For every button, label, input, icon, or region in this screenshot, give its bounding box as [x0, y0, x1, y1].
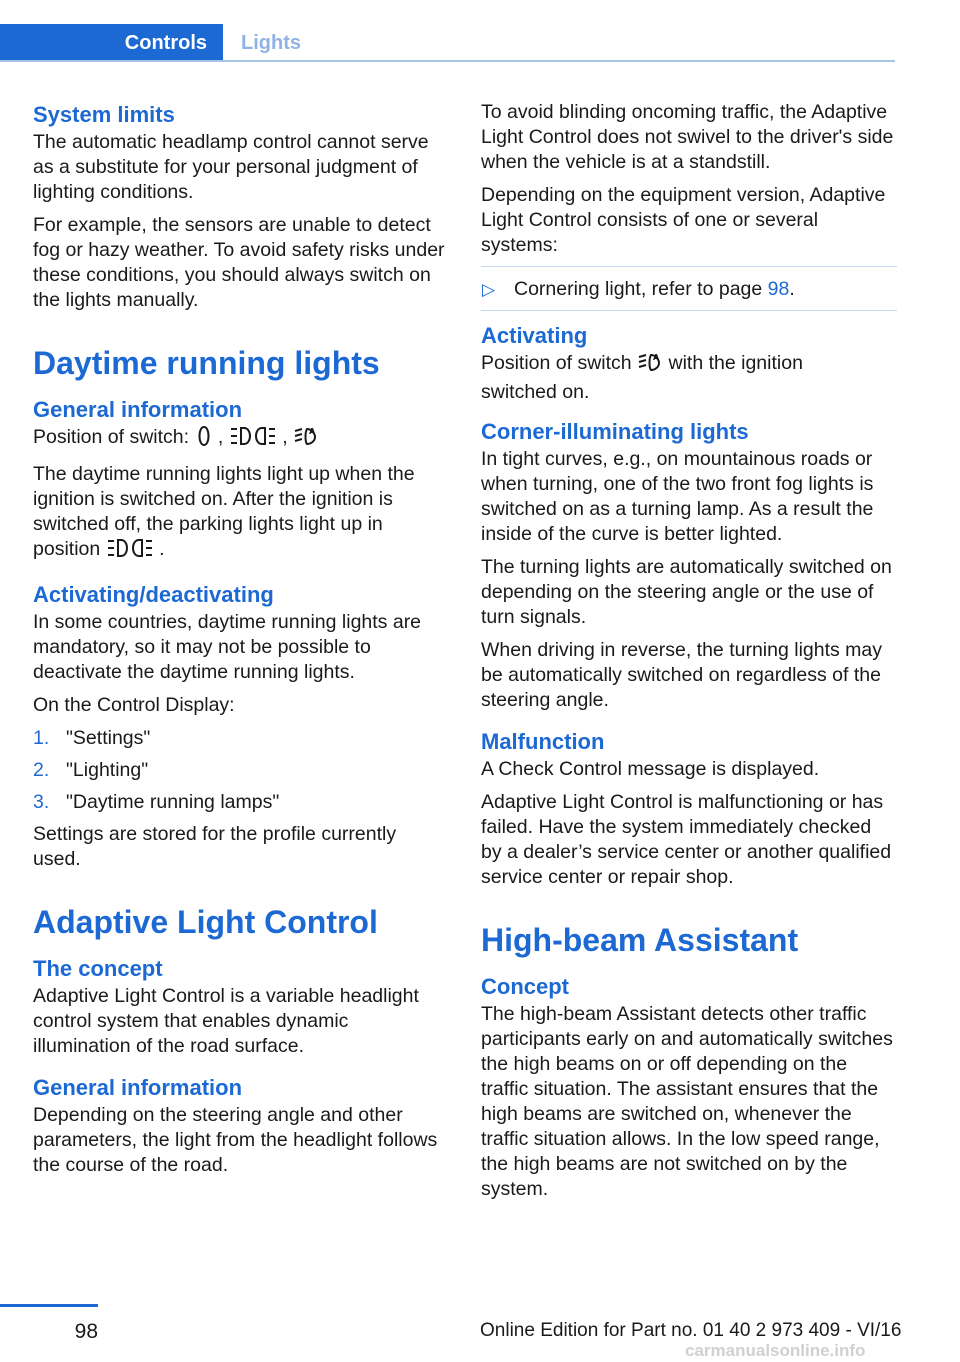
activating-text-suffix: with the ignition	[668, 352, 803, 374]
drl-description	[33, 462, 449, 566]
blinding-paragraph: To avoid blinding oncoming traffic, the Adaptive Light Control does not swivel to the driver's side when the vehicle is at a standstill.	[481, 101, 894, 173]
automatic-headlight-icon	[293, 425, 319, 454]
step-number: 3.	[33, 791, 50, 813]
automatic-headlight-icon	[637, 351, 663, 380]
page-number: 98	[74, 1320, 98, 1343]
edition-text: Online Edition for Part no. 01 40 2 973 409 - VI/16	[480, 1320, 902, 1341]
control-display-paragraph: On the Control Display:	[33, 694, 235, 716]
light-switch-off-icon	[195, 425, 213, 454]
list-item	[33, 790, 449, 815]
heading-corner-illuminating-lights: Corner-illuminating lights	[481, 419, 749, 444]
list-item	[33, 758, 449, 783]
activating-text-line2: switched on.	[481, 381, 590, 403]
corner-paragraph-2: The turning lights are automatically switched on depending on the steering angle or the use of turn signals.	[481, 556, 892, 628]
svg-text:A: A	[653, 353, 660, 362]
heading-malfunction: Malfunction	[481, 729, 605, 754]
systems-list	[481, 277, 897, 302]
heading-high-beam-assistant: High-beam Assistant	[481, 922, 799, 958]
step-text: "Lighting"	[66, 759, 149, 781]
heading-daytime-running-lights: Daytime running lights	[33, 345, 380, 381]
bullet-end: .	[789, 278, 795, 300]
triangle-bullet-icon: ▷	[482, 280, 496, 299]
alc-concept-paragraph: Adaptive Light Control is a variable headlight control system that enables dynamic illumination of the road surface.	[33, 985, 419, 1057]
svg-text:A: A	[309, 427, 316, 436]
parking-lights-icon	[106, 537, 154, 566]
hba-concept-paragraph: The high-beam Assistant detects other traffic participants early on and automatically switches the high beams on or off depending on the traffic situation. The assistant ensures that the high beams are switched on, whenever the traffic situation allows. In the low speed range, the high beams are not switched on by the system.	[481, 1003, 893, 1200]
malfunction-paragraph-2: Adaptive Light Control is malfunctioning or has failed. Have the system immediately checked by a dealer’s service center or another qualified service center or repair shop.	[481, 791, 892, 888]
drl-switch-positions	[33, 425, 449, 454]
watermark: carmanualsonline.info	[685, 1341, 866, 1360]
right-column	[481, 100, 897, 1210]
separator-comma: ,	[217, 426, 224, 448]
switch-positions-label: Position of switch:	[33, 426, 190, 448]
drl-countries-paragraph: In some countries, daytime running lights are mandatory, so it may not be possible to deactivate the daytime running lights.	[33, 611, 422, 683]
drl-description-end: .	[159, 538, 165, 560]
heading-activating-deactivating: Activating/deactivating	[33, 582, 274, 607]
drl-description-text: The daytime running lights light up when the ignition is switched on. After the ignition is switched off, the parking lights light up in position	[33, 463, 415, 560]
step-number: 1.	[33, 727, 50, 749]
system-limits-paragraph-2: For example, the sensors are unable to detect fog or hazy weather. To avoid safety risks under these conditions, you should always switch on the lights manually.	[33, 214, 445, 311]
malfunction-paragraph-1: A Check Control message is displayed.	[481, 758, 820, 780]
left-column	[33, 100, 449, 1186]
tab-controls[interactable]: Controls	[0, 24, 223, 62]
step-text: "Daytime running lamps"	[66, 791, 280, 813]
list-divider	[481, 266, 897, 267]
heading-the-concept: The concept	[33, 956, 163, 981]
corner-paragraph-3: When driving in reverse, the turning lights may be automatically switched on regardless of the steering angle.	[481, 639, 883, 711]
page-link[interactable]: 98	[767, 278, 790, 300]
header-rule	[0, 60, 895, 62]
corner-paragraph-1: In tight curves, e.g., on mountainous roads or when turning, one of the two front fog lights is switched on as a turning lamp. As a result the inside of the curve is better lighted.	[481, 448, 874, 545]
heading-concept: Concept	[481, 974, 569, 999]
heading-activating: Activating	[481, 323, 588, 348]
footer-rule	[0, 1304, 98, 1307]
bullet-text: Cornering light, refer to page	[514, 278, 763, 300]
heading-alc-general-information: General information	[33, 1075, 243, 1100]
page-header	[0, 24, 895, 62]
settings-stored-paragraph: Settings are stored for the profile currently used.	[33, 823, 397, 870]
step-number: 2.	[33, 759, 50, 781]
alc-general-paragraph: Depending on the steering angle and other parameters, the light from the headlight follows the course of the road.	[33, 1104, 438, 1176]
heading-system-limits: System limits	[33, 102, 175, 127]
heading-drl-general-information: General information	[33, 397, 243, 422]
activating-paragraph	[481, 351, 897, 405]
activating-text: Position of switch	[481, 352, 632, 374]
list-item	[481, 277, 897, 302]
tab-lights[interactable]: Lights	[241, 32, 301, 54]
list-divider	[481, 310, 897, 311]
parking-lights-icon	[229, 425, 277, 454]
system-limits-paragraph-1: The automatic headlamp control cannot serve as a substitute for your personal judgment of lighting conditions.	[33, 131, 429, 203]
step-text: "Settings"	[66, 727, 151, 749]
list-item	[33, 726, 449, 751]
equipment-paragraph: Depending on the equipment version, Adaptive Light Control consists of one or several systems:	[481, 184, 886, 256]
heading-adaptive-light-control: Adaptive Light Control	[33, 904, 378, 940]
separator-comma: ,	[282, 426, 288, 448]
settings-steps-list	[33, 726, 449, 815]
